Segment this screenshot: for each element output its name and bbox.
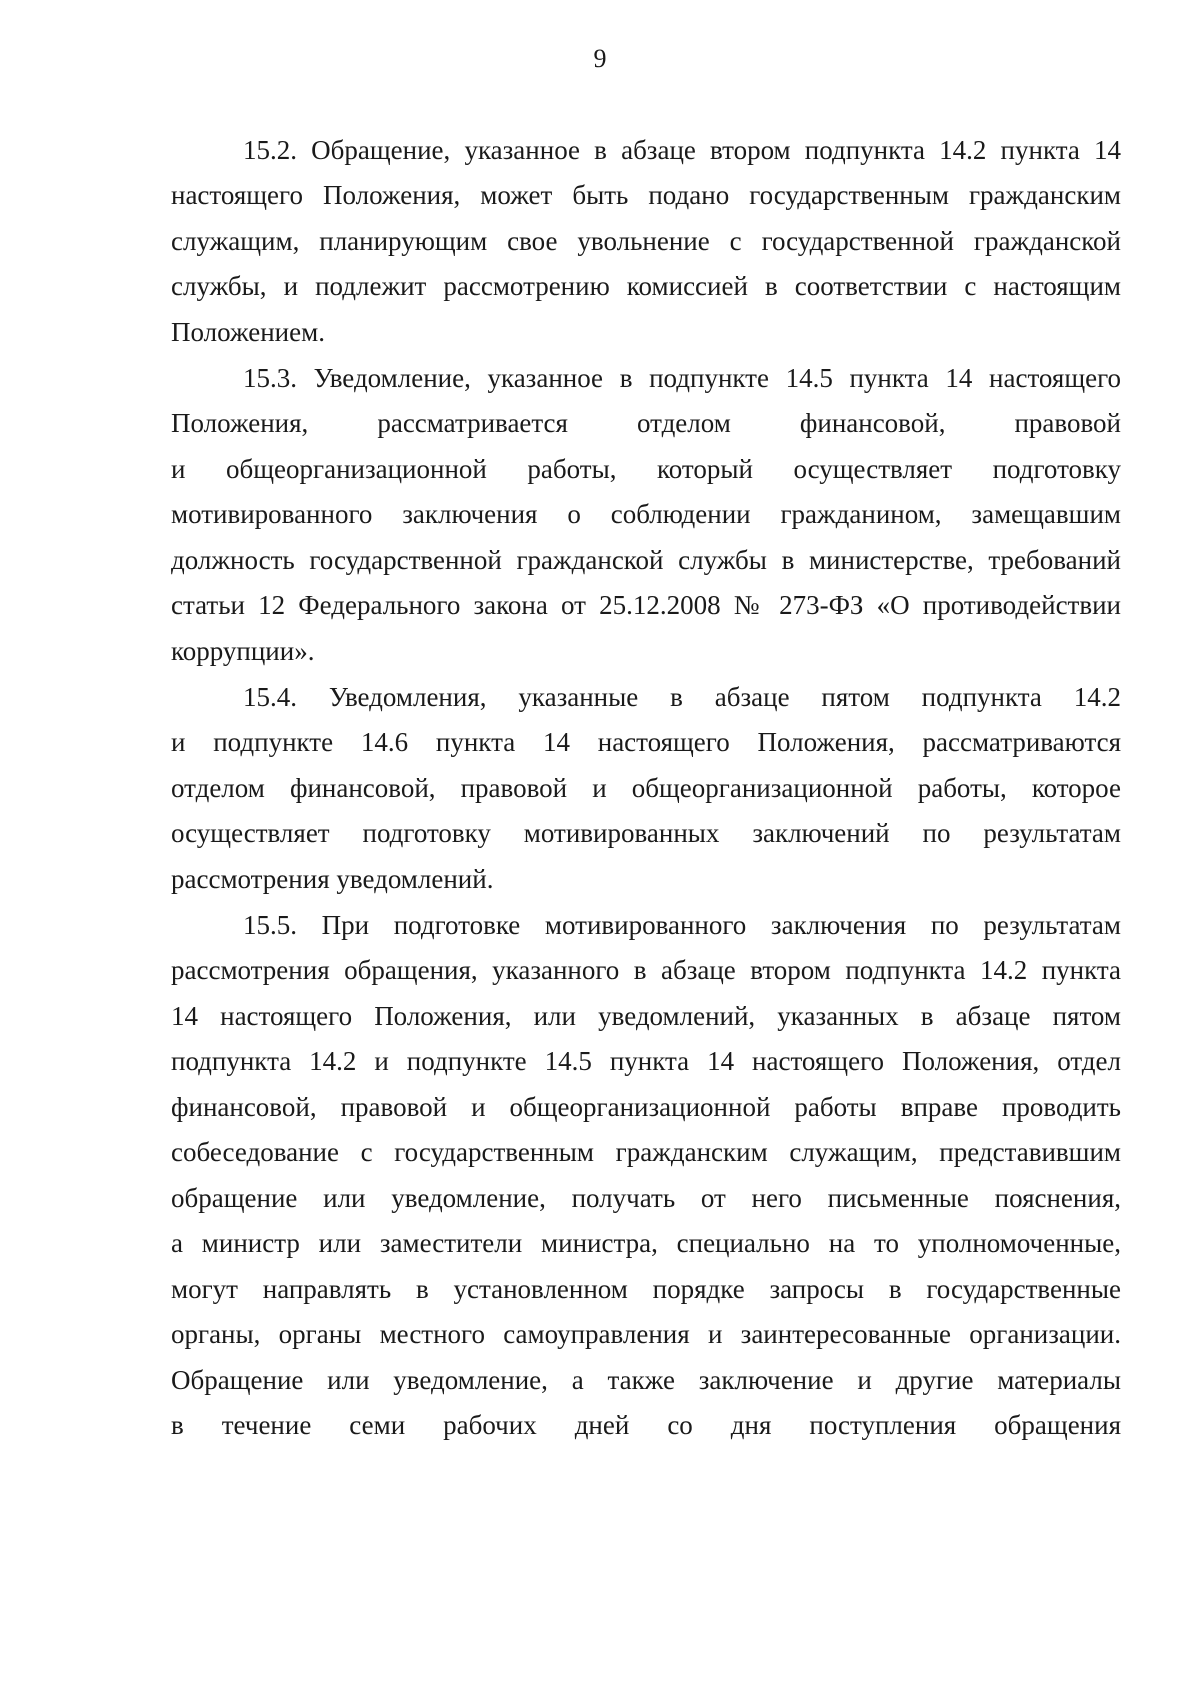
paragraph-15-5-line: а министр или заместители министра, специально на то уполномоченные, — [171, 1228, 1121, 1258]
paragraph-15-5-line: финансовой, правовой и общеорганизационной работы вправе проводить — [171, 1092, 1121, 1122]
paragraph-15-5-line: в течение семи рабочих дней со дня поступления обращения — [171, 1410, 1121, 1440]
paragraph-15-3-line: мотивированного заключения о соблюдении гражданином, замещавшим — [171, 499, 1121, 529]
paragraph-15-3-line: коррупции». — [171, 636, 315, 666]
paragraph-15-4-line: осуществляет подготовку мотивированных заключений по результатам — [171, 818, 1121, 848]
paragraph-15-5-line: 15.5. При подготовке мотивированного заключения по результатам — [243, 910, 1121, 940]
page-number: 9 — [593, 44, 607, 73]
paragraph-15-4-line: 15.4. Уведомления, указанные в абзаце пятом подпункта 14.2 — [243, 682, 1121, 712]
paragraph-15-3-line: 15.3. Уведомление, указанное в подпункте 14.5 пункта 14 настоящего — [243, 363, 1121, 393]
paragraph-15-5-line: органы, органы местного самоуправления и заинтересованные организации. — [171, 1319, 1121, 1349]
paragraph-15-5-line: подпункта 14.2 и подпункте 14.5 пункта 14 настоящего Положения, отдел — [171, 1046, 1121, 1076]
paragraph-15-4-line: рассмотрения уведомлений. — [171, 864, 494, 894]
paragraph-15-3-line: статьи 12 Федерального закона от 25.12.2008 № 273-ФЗ «О противодействии — [171, 590, 1121, 620]
paragraph-15-5-line: обращение или уведомление, получать от него письменные пояснения, — [171, 1183, 1121, 1213]
paragraph-15-5-line: 14 настоящего Положения, или уведомлений, указанных в абзаце пятом — [171, 1001, 1121, 1031]
paragraph-15-5-line: могут направлять в установленном порядке запросы в государственные — [171, 1274, 1121, 1304]
paragraph-15-4-line: отделом финансовой, правовой и общеорганизационной работы, которое — [171, 773, 1121, 803]
paragraph-15-5-line: собеседование с государственным гражданским служащим, представившим — [171, 1137, 1121, 1167]
paragraph-15-4-line: и подпункте 14.6 пункта 14 настоящего Положения, рассматриваются — [171, 727, 1121, 757]
paragraph-15-2-line: службы, и подлежит рассмотрению комиссией в соответствии с настоящим — [171, 271, 1121, 301]
paragraph-15-3-line: Положения, рассматривается отделом финансовой, правовой — [171, 408, 1121, 438]
paragraph-15-2-line: настоящего Положения, может быть подано государственным гражданским — [171, 180, 1121, 210]
paragraph-15-5-line: рассмотрения обращения, указанного в абзаце втором подпункта 14.2 пункта — [171, 955, 1121, 985]
paragraph-15-2-line: служащим, планирующим свое увольнение с государственной гражданской — [171, 226, 1121, 256]
paragraph-15-3-line: должность государственной гражданской службы в министерстве, требований — [171, 545, 1121, 575]
paragraph-15-2-line: 15.2. Обращение, указанное в абзаце втором подпункта 14.2 пункта 14 — [243, 135, 1121, 165]
paragraph-15-2-line: Положением. — [171, 317, 325, 347]
paragraph-15-5-line: Обращение или уведомление, а также заключение и другие материалы — [171, 1365, 1121, 1395]
paragraph-15-3-line: и общеорганизационной работы, который осуществляет подготовку — [171, 454, 1121, 484]
